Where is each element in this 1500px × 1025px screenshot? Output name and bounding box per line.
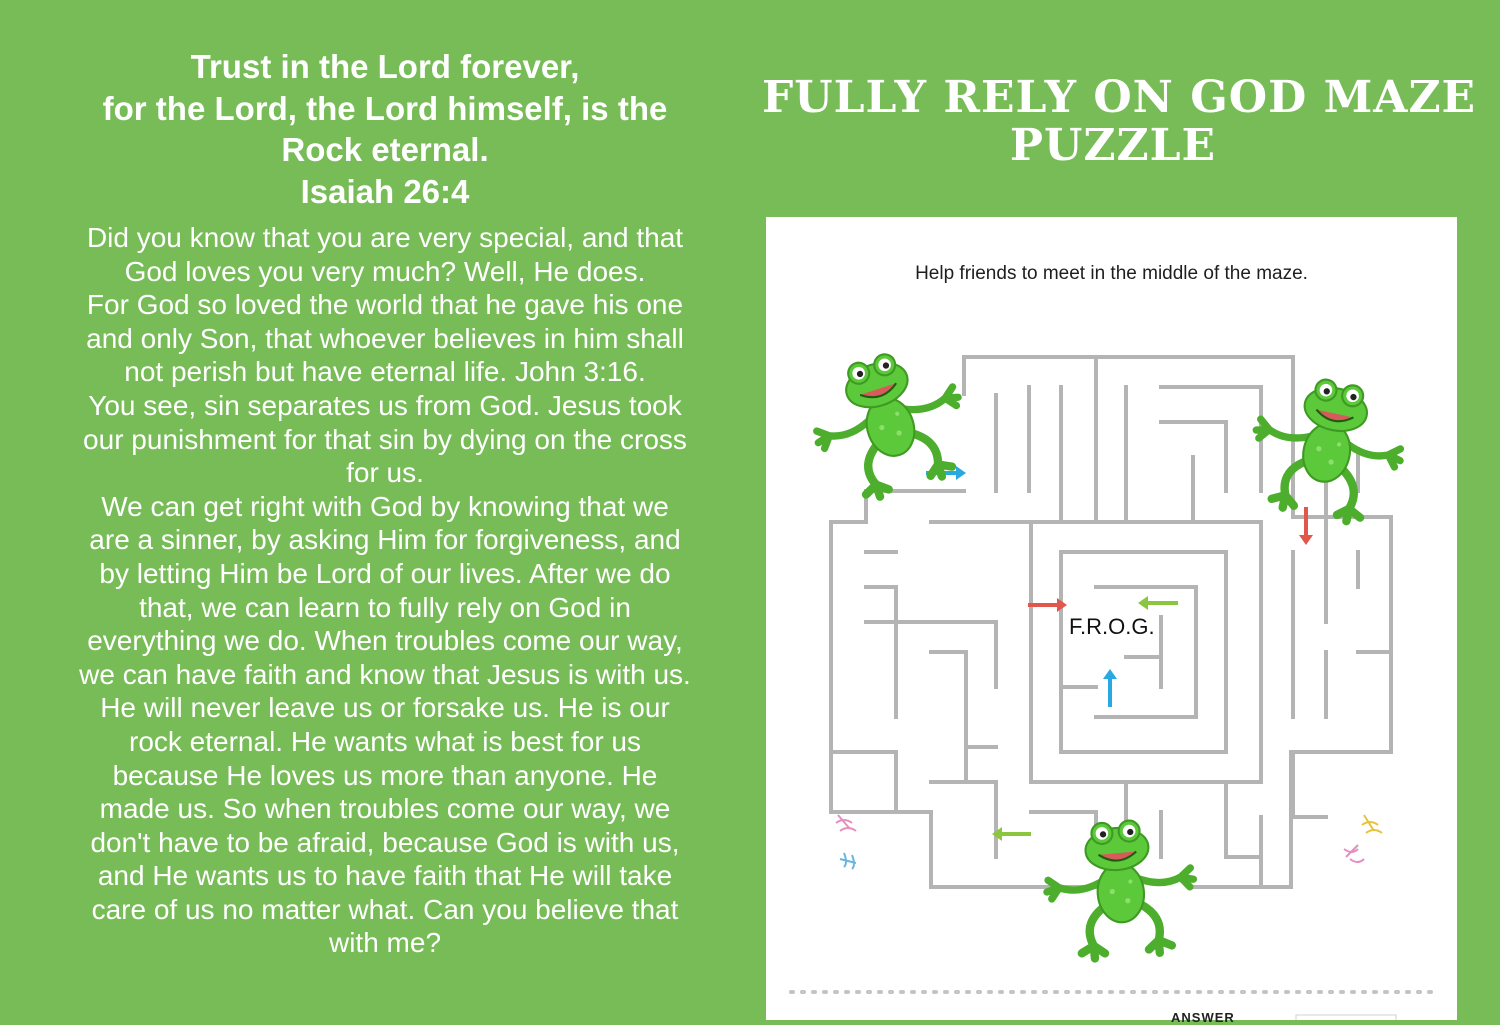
- body-line: and only Son, that whoever believes in him shall: [86, 322, 684, 354]
- maze-center-label: F.R.O.G.: [1069, 614, 1155, 639]
- maze-instruction: Help friends to meet in the middle of the maze.: [915, 263, 1308, 284]
- body-line: we can have faith and know that Jesus is with us.: [79, 658, 691, 690]
- body-line: not perish but have eternal life. John 3:16.: [124, 356, 646, 388]
- frog-bottom-icon: [1041, 815, 1199, 962]
- devotional-text: [40, 221, 730, 960]
- scripture-verse: [40, 46, 730, 212]
- body-line: made us. So when troubles come our way, we: [99, 793, 671, 825]
- verse-line: Trust in the Lord forever,: [190, 48, 580, 85]
- body-line: don't have to be afraid, because God is with us,: [90, 826, 680, 858]
- verse-reference: Isaiah 26:4: [300, 172, 470, 210]
- body-line: Did you know that you are very special, and that: [86, 222, 684, 253]
- body-line: our punishment for that sin by dying on the cross: [83, 423, 687, 455]
- title-line: PUZZLE: [1009, 120, 1217, 171]
- page-title: [762, 72, 1477, 171]
- body-line: and He wants us to have faith that He will take: [97, 860, 673, 892]
- body-line: care of us no matter what. Can you believe that: [91, 893, 679, 925]
- body-line: are a sinner, by asking Him for forgiveness, and: [89, 524, 681, 556]
- answer-label: ANSWER: [1171, 1010, 1235, 1025]
- body-line: You see, sin separates us from God. Jesus took: [88, 389, 682, 421]
- title-line: FULLY RELY ON GOD MAZE: [762, 72, 1477, 123]
- body-line: with me?: [328, 927, 442, 959]
- body-line: by letting Him be Lord of our lives. After we do: [99, 557, 671, 589]
- body-line: God loves you very much? Well, He does.: [124, 255, 646, 287]
- arrow-head-icon: [956, 466, 966, 480]
- arrow-head-icon: [1299, 535, 1313, 545]
- maze-puzzle-card: [766, 217, 1457, 1025]
- arrow-head-icon: [1138, 596, 1148, 610]
- body-line: for us.: [346, 457, 424, 489]
- body-line: because He loves us more than anyone. He: [112, 759, 658, 791]
- body-line: everything we do. When troubles come our way,: [87, 625, 683, 657]
- answer-box: [1296, 1015, 1396, 1020]
- body-line: that, we can learn to fully rely on God in: [139, 591, 631, 623]
- frog-top-left-icon: [799, 336, 980, 509]
- body-line: He will never leave us or forsake us. He is our: [100, 692, 670, 724]
- body-line: For God so loved the world that he gave his one: [86, 289, 684, 321]
- body-line: rock eternal. He wants what is best for us: [129, 725, 641, 757]
- arrow-head-icon: [1103, 669, 1117, 679]
- verse-line: Rock eternal.: [281, 131, 489, 168]
- verse-line: for the Lord, the Lord himself, is the: [102, 89, 668, 127]
- body-line: We can get right with God by knowing that we: [101, 490, 669, 522]
